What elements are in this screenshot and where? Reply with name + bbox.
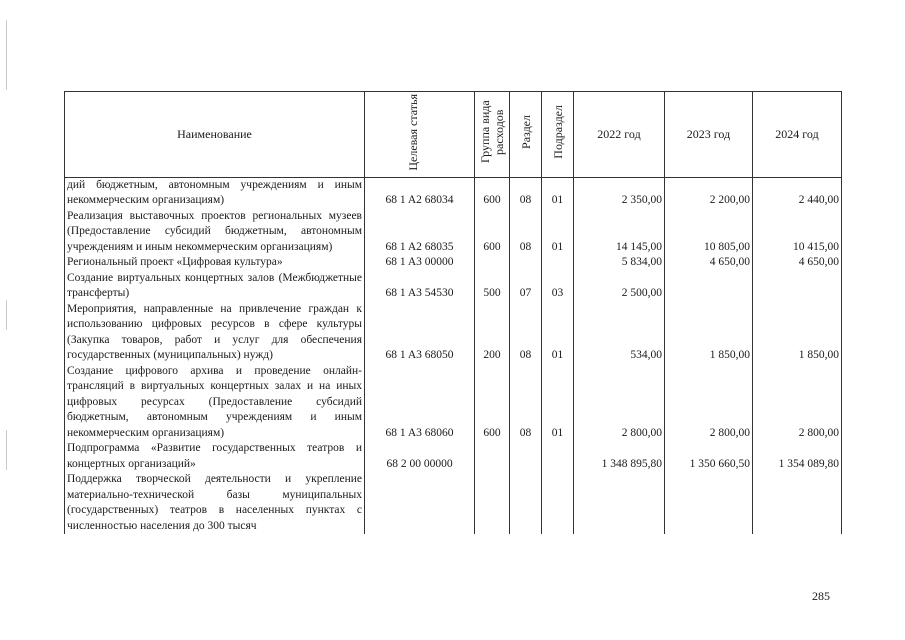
row-2024: 1 354 089,80 — [753, 441, 842, 472]
row-name: Региональный проект «Цифровая культура» — [65, 255, 365, 271]
row-subsection — [542, 472, 574, 534]
row-group: 500 — [475, 271, 510, 302]
budget-table — [64, 91, 842, 534]
row-subsection: 01 — [542, 302, 574, 364]
row-2023 — [665, 271, 753, 302]
row-group: 200 — [475, 302, 510, 364]
header-expense-group-label: Группа вида расходов — [478, 100, 506, 164]
row-code: 68 2 00 00000 — [365, 441, 475, 472]
row-2022: 5 834,00 — [574, 255, 665, 271]
row-2024 — [753, 271, 842, 302]
header-name-label: Наименование — [177, 126, 252, 141]
scan-edge-mark — [6, 20, 7, 90]
table-row — [65, 302, 842, 364]
row-2022: 534,00 — [574, 302, 665, 364]
header-year-2023-label: 2023 год — [686, 126, 731, 141]
row-2022: 2 500,00 — [574, 271, 665, 302]
row-section: 08 — [510, 209, 542, 256]
row-2024: 1 850,00 — [753, 302, 842, 364]
header-section — [510, 92, 542, 178]
row-name: Подпрограмма «Развитие государственных театров и концертных организаций» — [65, 441, 365, 472]
row-section: 08 — [510, 302, 542, 364]
row-name: Реализация выставочных проектов региональных музеев (Предоставление субсидий бюджетным, автономным учреждениям и иным некоммерческим организациям) — [65, 209, 365, 256]
row-2023 — [665, 472, 753, 534]
scan-edge-mark — [6, 430, 7, 470]
table-header-row — [65, 92, 842, 178]
header-section-label: Раздел — [518, 115, 533, 149]
row-2023: 10 805,00 — [665, 209, 753, 256]
row-code: 68 1 A3 00000 — [365, 255, 475, 271]
row-2024: 2 800,00 — [753, 364, 842, 442]
table-row — [65, 364, 842, 442]
row-subsection: 01 — [542, 209, 574, 256]
row-section — [510, 441, 542, 472]
table-row — [65, 209, 842, 256]
row-subsection: 03 — [542, 271, 574, 302]
row-2023: 2 200,00 — [665, 177, 753, 209]
row-2024: 2 440,00 — [753, 177, 842, 209]
row-name: Поддержка творческой деятельности и укрепление материально-технической базы муниципальных (государственных) театров в населенных пунктах с численностью населения до 300 тысяч — [65, 472, 365, 534]
header-subsection-label: Подраздел — [550, 105, 565, 159]
row-2023: 2 800,00 — [665, 364, 753, 442]
row-section: 07 — [510, 271, 542, 302]
row-2022: 1 348 895,80 — [574, 441, 665, 472]
table-row — [65, 472, 842, 534]
page-number: 285 — [812, 589, 830, 603]
header-year-2023 — [665, 92, 753, 178]
row-subsection — [542, 441, 574, 472]
row-code: 68 1 A2 68034 — [365, 177, 475, 209]
row-code — [365, 472, 475, 534]
row-group: 600 — [475, 177, 510, 209]
row-2022: 2 800,00 — [574, 364, 665, 442]
row-code: 68 1 A3 68060 — [365, 364, 475, 442]
row-2022 — [574, 472, 665, 534]
table-row — [65, 271, 842, 302]
row-2022: 2 350,00 — [574, 177, 665, 209]
row-name: Создание виртуальных концертных залов (Межбюджетные трансферты) — [65, 271, 365, 302]
row-section: 08 — [510, 364, 542, 442]
row-2024: 10 415,00 — [753, 209, 842, 256]
row-group: 600 — [475, 364, 510, 442]
header-name — [65, 92, 365, 178]
header-expense-group — [475, 92, 510, 178]
row-section: 08 — [510, 177, 542, 209]
row-subsection — [542, 255, 574, 271]
row-group: 600 — [475, 209, 510, 256]
header-subsection — [542, 92, 574, 178]
scan-edge-mark — [6, 300, 7, 330]
header-target-article-label: Целевая статья — [405, 93, 420, 171]
row-2023: 1 350 660,50 — [665, 441, 753, 472]
table-row — [65, 255, 842, 271]
table-row — [65, 441, 842, 472]
row-group — [475, 441, 510, 472]
header-year-2024-label: 2024 год — [775, 126, 819, 141]
header-target-article — [365, 92, 475, 178]
row-section — [510, 472, 542, 534]
header-year-2022-label: 2022 год — [597, 126, 641, 141]
header-year-2022 — [574, 92, 665, 178]
row-group — [475, 472, 510, 534]
row-subsection: 01 — [542, 364, 574, 442]
row-2024: 4 650,00 — [753, 255, 842, 271]
row-2023: 4 650,00 — [665, 255, 753, 271]
table-row — [65, 177, 842, 209]
row-code: 68 1 A3 54530 — [365, 271, 475, 302]
row-2022: 14 145,00 — [574, 209, 665, 256]
row-code: 68 1 A2 68035 — [365, 209, 475, 256]
row-section — [510, 255, 542, 271]
row-name: дий бюджетным, автономным учреждениям и иным некоммерческим организациям) — [65, 177, 365, 209]
row-2023: 1 850,00 — [665, 302, 753, 364]
row-2024 — [753, 472, 842, 534]
row-group — [475, 255, 510, 271]
row-subsection: 01 — [542, 177, 574, 209]
row-name: Создание цифрового архива и проведение онлайн-трансляций в виртуальных концертных залах и на иных цифровых ресурсах (Предоставление субсидий бюджетным, автономным учреждениям и иным некоммерческим организациям) — [65, 364, 365, 442]
header-year-2024 — [753, 92, 842, 178]
row-code: 68 1 A3 68050 — [365, 302, 475, 364]
row-name: Мероприятия, направленные на привлечение граждан к использованию цифровых ресурсов в сфере культуры (Закупка товаров, работ и услуг для обеспечения государственных (муниципальных) нужд) — [65, 302, 365, 364]
